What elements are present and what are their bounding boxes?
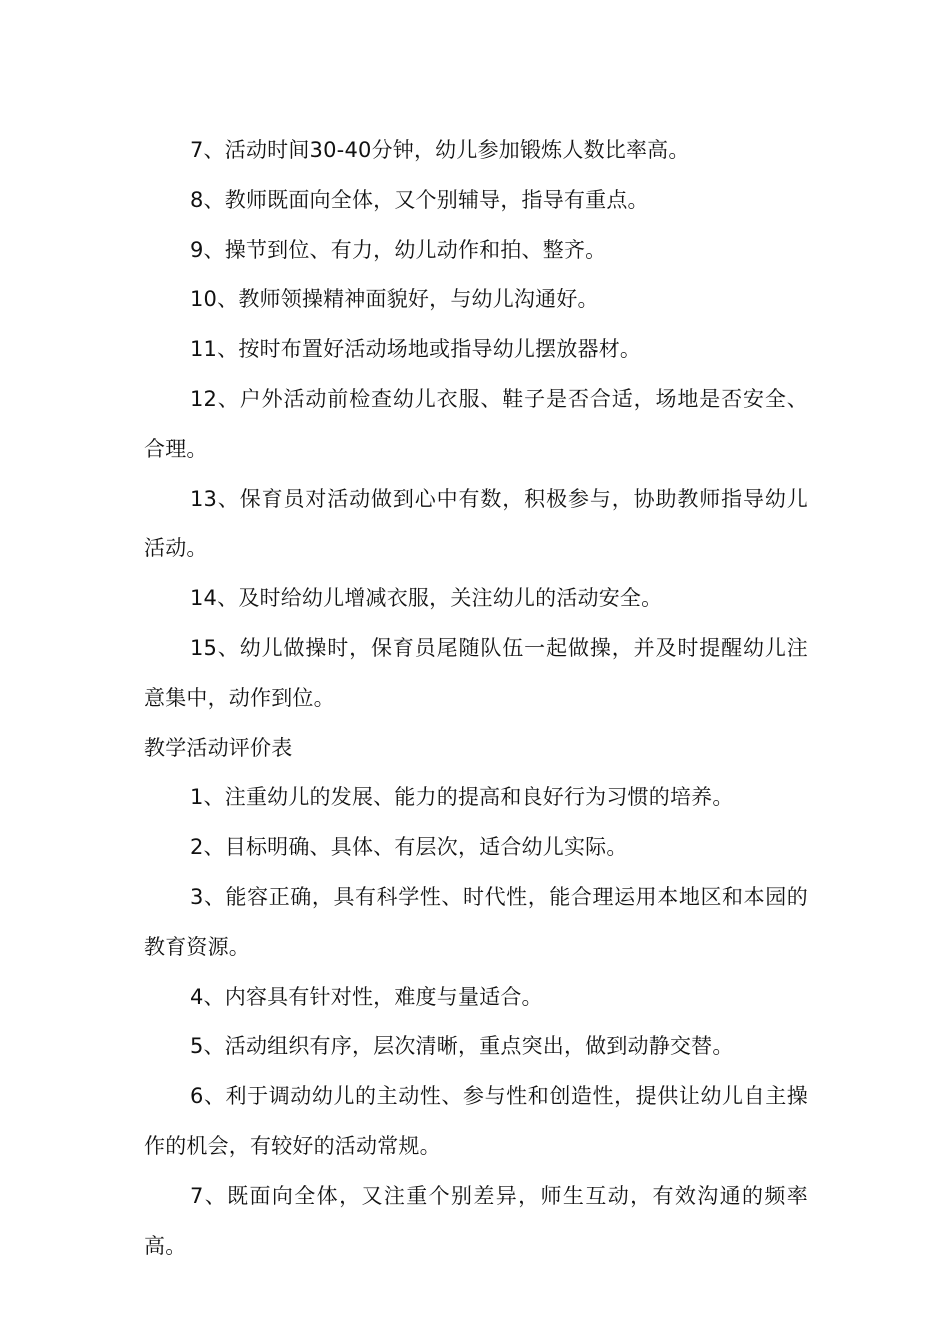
list-item: 12、户外活动前检查幼儿衣服、鞋子是否合适，场地是否安全、合理。 bbox=[144, 386, 808, 461]
list-item: 7、既面向全体，又注重个别差异，师生互动，有效沟通的频率高。 bbox=[144, 1183, 808, 1258]
list-item: 5、活动组织有序，层次清晰，重点突出，做到动静交替。 bbox=[190, 1034, 734, 1059]
list-item: 15、幼儿做操时，保育员尾随队伍一起做操，并及时提醒幼儿注意集中，动作到位。 bbox=[144, 635, 808, 710]
list-item: 14、及时给幼儿增减衣服，关注幼儿的活动安全。 bbox=[190, 586, 663, 611]
list-item: 2、目标明确、具体、有层次，适合幼儿实际。 bbox=[190, 835, 628, 860]
list-item: 8、教师既面向全体，又个别辅导，指导有重点。 bbox=[190, 187, 649, 212]
list-item: 1、注重幼儿的发展、能力的提高和良好行为习惯的培养。 bbox=[190, 785, 734, 810]
list-item: 6、利于调动幼儿的主动性、参与性和创造性，提供让幼儿自主操作的机会，有较好的活动常规。 bbox=[144, 1084, 808, 1158]
list-item: 7、活动时间30-40分钟，幼儿参加锻炼人数比率高。 bbox=[190, 138, 690, 162]
section-heading: 教学活动评价表 bbox=[144, 735, 293, 760]
list-item: 13、保育员对活动做到心中有数，积极参与，协助教师指导幼儿活动。 bbox=[144, 486, 808, 561]
list-item: 3、能容正确，具有科学性、时代性，能合理运用本地区和本园的教育资源。 bbox=[144, 884, 808, 959]
list-item: 10、教师领操精神面貌好，与幼儿沟通好。 bbox=[190, 287, 599, 312]
list-item: 11、按时布置好活动场地或指导幼儿摆放器材。 bbox=[190, 337, 642, 362]
list-item: 9、操节到位、有力，幼儿动作和拍、整齐。 bbox=[190, 237, 607, 262]
list-item: 4、内容具有针对性，难度与量适合。 bbox=[190, 984, 543, 1009]
document-body bbox=[144, 126, 808, 1271]
